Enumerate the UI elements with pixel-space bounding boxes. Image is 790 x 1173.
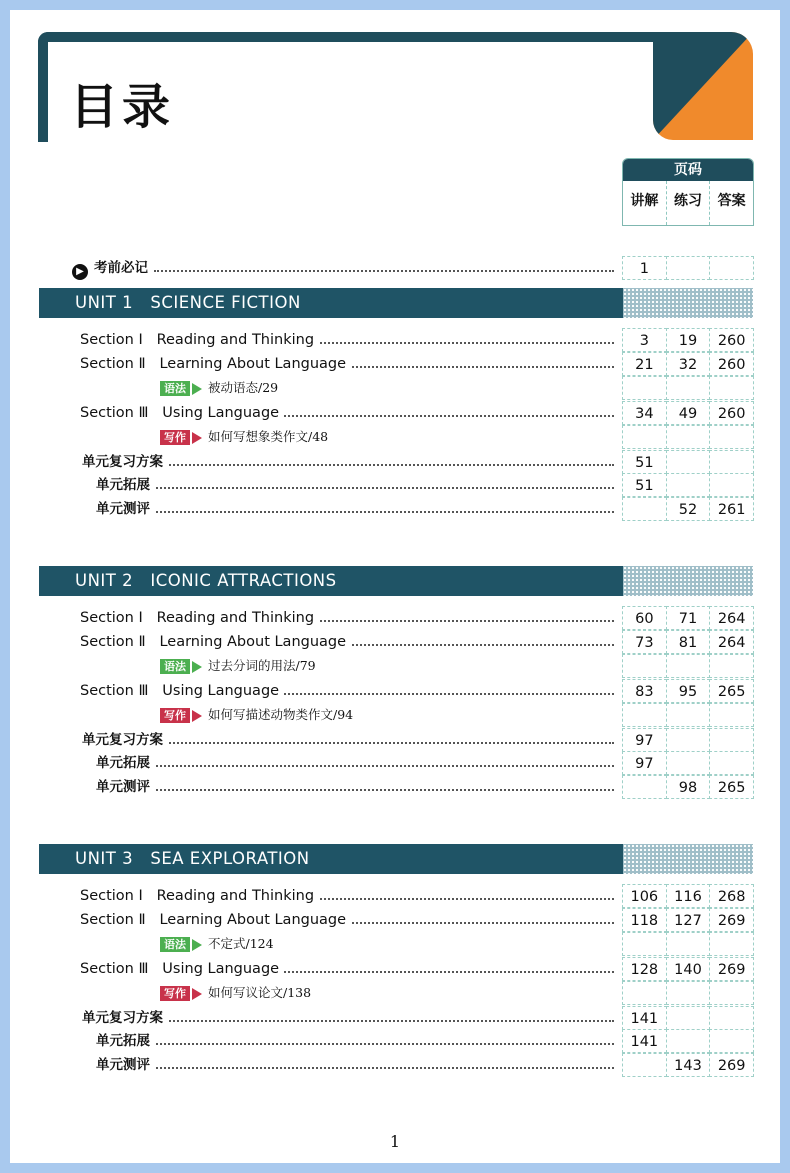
page-cell: 269 — [709, 957, 754, 981]
page-cell — [709, 450, 754, 474]
page-title: 目录 — [70, 79, 175, 135]
page-cell — [666, 1006, 711, 1030]
page-cell: 264 — [709, 606, 754, 630]
writing-tag: 写作 — [160, 986, 190, 1001]
unit-header — [39, 288, 753, 318]
entry-label: 单元测评 — [96, 775, 154, 799]
entry-label — [160, 932, 278, 956]
page-cell: 127 — [666, 908, 711, 932]
page-cell: 97 — [622, 728, 667, 752]
page-cell — [709, 654, 754, 678]
entry-label: 单元复习方案 — [82, 1006, 167, 1030]
toc-entry[interactable] — [10, 450, 780, 474]
toc-entry — [10, 703, 780, 727]
page-cell: 71 — [666, 606, 711, 630]
page-cell — [622, 497, 667, 521]
page-cell: 21 — [622, 352, 667, 376]
entry-label: Section Ⅱ Learning About Language — [80, 908, 350, 932]
entry-label: Section Ⅲ Using Language — [80, 401, 283, 425]
page-cell — [709, 1029, 754, 1053]
page-cells — [622, 728, 754, 752]
page-cell — [622, 376, 667, 400]
page-cell — [709, 703, 754, 727]
page-cells — [622, 425, 754, 449]
page-cell — [666, 1029, 711, 1053]
banner-frame-left — [38, 32, 48, 142]
page-cells — [622, 775, 754, 799]
grammar-tag: 语法 — [160, 381, 190, 396]
page-cell — [622, 1053, 667, 1077]
page-cell: 116 — [666, 884, 711, 908]
page-cell: 73 — [622, 630, 667, 654]
page-cell: 97 — [622, 751, 667, 775]
page-cell — [622, 981, 667, 1005]
page-cell: 141 — [622, 1029, 667, 1053]
tag-arrow-icon — [192, 432, 202, 444]
page-cell: 98 — [666, 775, 711, 799]
page-cell: 51 — [622, 473, 667, 497]
entry-label: Section Ⅰ Reading and Thinking — [80, 328, 318, 352]
entry-label: Section Ⅲ Using Language — [80, 679, 283, 703]
entry-label: Section Ⅱ Learning About Language — [80, 352, 350, 376]
page-cell: 81 — [666, 630, 711, 654]
page-cell — [709, 473, 754, 497]
tag-arrow-icon — [192, 383, 202, 395]
unit-title: UNIT 2 ICONIC ATTRACTIONS — [39, 566, 623, 596]
page-cell: 3 — [622, 328, 667, 352]
prep-label: 考前必记 — [94, 260, 148, 276]
unit-title: UNIT 1 SCIENCE FICTION — [39, 288, 623, 318]
page-cells — [622, 450, 754, 474]
grammar-tag: 语法 — [160, 659, 190, 674]
toc-entry — [10, 425, 780, 449]
page-cells — [622, 352, 754, 376]
toc-entry[interactable] — [10, 473, 780, 497]
grammar-tag: 语法 — [160, 937, 190, 952]
entry-label: 单元复习方案 — [82, 450, 167, 474]
page-columns-title: 页码 — [623, 159, 753, 181]
page-cell — [622, 932, 667, 956]
banner-corner-decoration — [653, 32, 753, 140]
page-cell — [666, 376, 711, 400]
entry-label: 单元拓展 — [96, 751, 154, 775]
page-cell — [666, 751, 711, 775]
page-cell: 19 — [666, 328, 711, 352]
toc-entry[interactable] — [10, 728, 780, 752]
unit-header-pattern — [623, 288, 753, 318]
toc-entry — [10, 932, 780, 956]
page-cell — [709, 981, 754, 1005]
entry-label: Section Ⅲ Using Language — [80, 957, 283, 981]
tag-arrow-icon — [192, 661, 202, 673]
page-columns-header — [622, 158, 754, 226]
page-cells — [622, 884, 754, 908]
page-cells — [622, 328, 754, 352]
toc-entry[interactable] — [10, 884, 780, 908]
writing-tag: 写作 — [160, 708, 190, 723]
entry-label: Section Ⅰ Reading and Thinking — [80, 884, 318, 908]
entry-label: Section Ⅱ Learning About Language — [80, 630, 350, 654]
toc-entry[interactable] — [10, 751, 780, 775]
toc-page — [10, 10, 780, 1163]
page-cell: 51 — [622, 450, 667, 474]
page-number: 1 — [389, 1132, 401, 1151]
page-cell — [666, 728, 711, 752]
toc-entry[interactable] — [10, 328, 780, 352]
topic-label: 如何写描述动物类作文/94 — [208, 707, 354, 722]
page-cells — [622, 679, 754, 703]
page-cells — [622, 497, 754, 521]
unit-header — [39, 566, 753, 596]
page-cell: 143 — [666, 1053, 711, 1077]
page-cells — [622, 1053, 754, 1077]
banner-frame-top — [38, 32, 678, 42]
page-cell: 32 — [666, 352, 711, 376]
page-cell: 106 — [622, 884, 667, 908]
page-cell: 118 — [622, 908, 667, 932]
page-cells — [622, 654, 754, 678]
toc-entry-prep[interactable] — [10, 256, 780, 280]
toc-entry[interactable] — [10, 908, 780, 932]
page-cell — [666, 703, 711, 727]
page-cell — [709, 256, 754, 280]
page-cell — [622, 703, 667, 727]
entry-label — [160, 703, 357, 727]
toc-entry — [10, 654, 780, 678]
page-cell: 95 — [666, 679, 711, 703]
page-cells — [622, 473, 754, 497]
page-cells — [622, 606, 754, 630]
page-cell — [709, 751, 754, 775]
page-cell: 260 — [709, 328, 754, 352]
page-cells — [622, 376, 754, 400]
page-cell: 265 — [709, 679, 754, 703]
page-cell — [666, 473, 711, 497]
page-cell — [666, 654, 711, 678]
toc-entry[interactable] — [10, 497, 780, 521]
page-cell — [666, 981, 711, 1005]
page-cells — [622, 1029, 754, 1053]
page-cell — [709, 932, 754, 956]
toc-entry[interactable] — [10, 775, 780, 799]
unit-title: UNIT 3 SEA EXPLORATION — [39, 844, 623, 874]
topic-label: 不定式/124 — [208, 936, 274, 951]
entry-label — [160, 654, 320, 678]
writing-tag: 写作 — [160, 430, 190, 445]
toc-entry[interactable] — [10, 352, 780, 376]
page-cells — [622, 630, 754, 654]
page-cell: 140 — [666, 957, 711, 981]
page-cells — [622, 256, 754, 280]
topic-label: 如何写想象类作文/48 — [208, 429, 329, 444]
page-cell — [666, 256, 711, 280]
page-cell: 52 — [666, 497, 711, 521]
page-cells — [622, 401, 754, 425]
title-banner — [38, 32, 753, 142]
play-arrow-icon: ▶ — [72, 264, 88, 280]
toc-entry — [10, 376, 780, 400]
page-cells — [622, 981, 754, 1005]
page-cells — [622, 932, 754, 956]
unit-header — [39, 844, 753, 874]
page-cell: 60 — [622, 606, 667, 630]
topic-label: 被动语态/29 — [208, 380, 279, 395]
page-cell: 141 — [622, 1006, 667, 1030]
page-cell: 260 — [709, 401, 754, 425]
page-cells — [622, 908, 754, 932]
entry-label: 单元拓展 — [96, 1029, 154, 1053]
column-explain: 讲解 — [630, 193, 659, 209]
tag-arrow-icon — [192, 710, 202, 722]
page-cells — [622, 957, 754, 981]
page-cell: 1 — [622, 256, 667, 280]
page-cell — [709, 1006, 754, 1030]
entry-label: 单元测评 — [96, 497, 154, 521]
entry-label: 单元复习方案 — [82, 728, 167, 752]
entry-label — [160, 376, 282, 400]
page-cell: 269 — [709, 908, 754, 932]
page-cell — [666, 932, 711, 956]
tag-arrow-icon — [192, 939, 202, 951]
page-cell: 269 — [709, 1053, 754, 1077]
entry-label — [160, 425, 332, 449]
page-cell: 261 — [709, 497, 754, 521]
page-cell: 260 — [709, 352, 754, 376]
unit-header-pattern — [623, 566, 753, 596]
toc-entry[interactable] — [10, 679, 780, 703]
toc-entry[interactable] — [10, 1006, 780, 1030]
page-cell — [666, 450, 711, 474]
page-cell — [666, 425, 711, 449]
toc-entry[interactable] — [10, 630, 780, 654]
toc-entry[interactable] — [10, 957, 780, 981]
column-practice: 练习 — [666, 181, 710, 225]
topic-label: 如何写议论文/138 — [208, 985, 312, 1000]
column-answer: 答案 — [709, 181, 753, 225]
page-cell — [622, 775, 667, 799]
page-cells — [622, 1006, 754, 1030]
toc-entry — [10, 981, 780, 1005]
page-cell: 268 — [709, 884, 754, 908]
toc-entry[interactable] — [10, 1029, 780, 1053]
page-cells — [622, 751, 754, 775]
page-cell: 128 — [622, 957, 667, 981]
topic-label: 过去分词的用法/79 — [208, 658, 316, 673]
toc-entry[interactable] — [10, 606, 780, 630]
unit-header-pattern — [623, 844, 753, 874]
page-cell — [709, 728, 754, 752]
page-cell — [622, 425, 667, 449]
entry-label: 单元测评 — [96, 1053, 154, 1077]
toc-entry[interactable] — [10, 1053, 780, 1077]
entry-label — [160, 981, 315, 1005]
entry-label: Section Ⅰ Reading and Thinking — [80, 606, 318, 630]
page-cell — [622, 654, 667, 678]
entry-label: 单元拓展 — [96, 473, 154, 497]
page-cell: 49 — [666, 401, 711, 425]
page-cell: 264 — [709, 630, 754, 654]
page-cell: 265 — [709, 775, 754, 799]
page-cell: 83 — [622, 679, 667, 703]
toc-entry[interactable] — [10, 401, 780, 425]
page-cells — [622, 703, 754, 727]
tag-arrow-icon — [192, 988, 202, 1000]
page-cell — [709, 376, 754, 400]
page-cell: 34 — [622, 401, 667, 425]
page-cell — [709, 425, 754, 449]
